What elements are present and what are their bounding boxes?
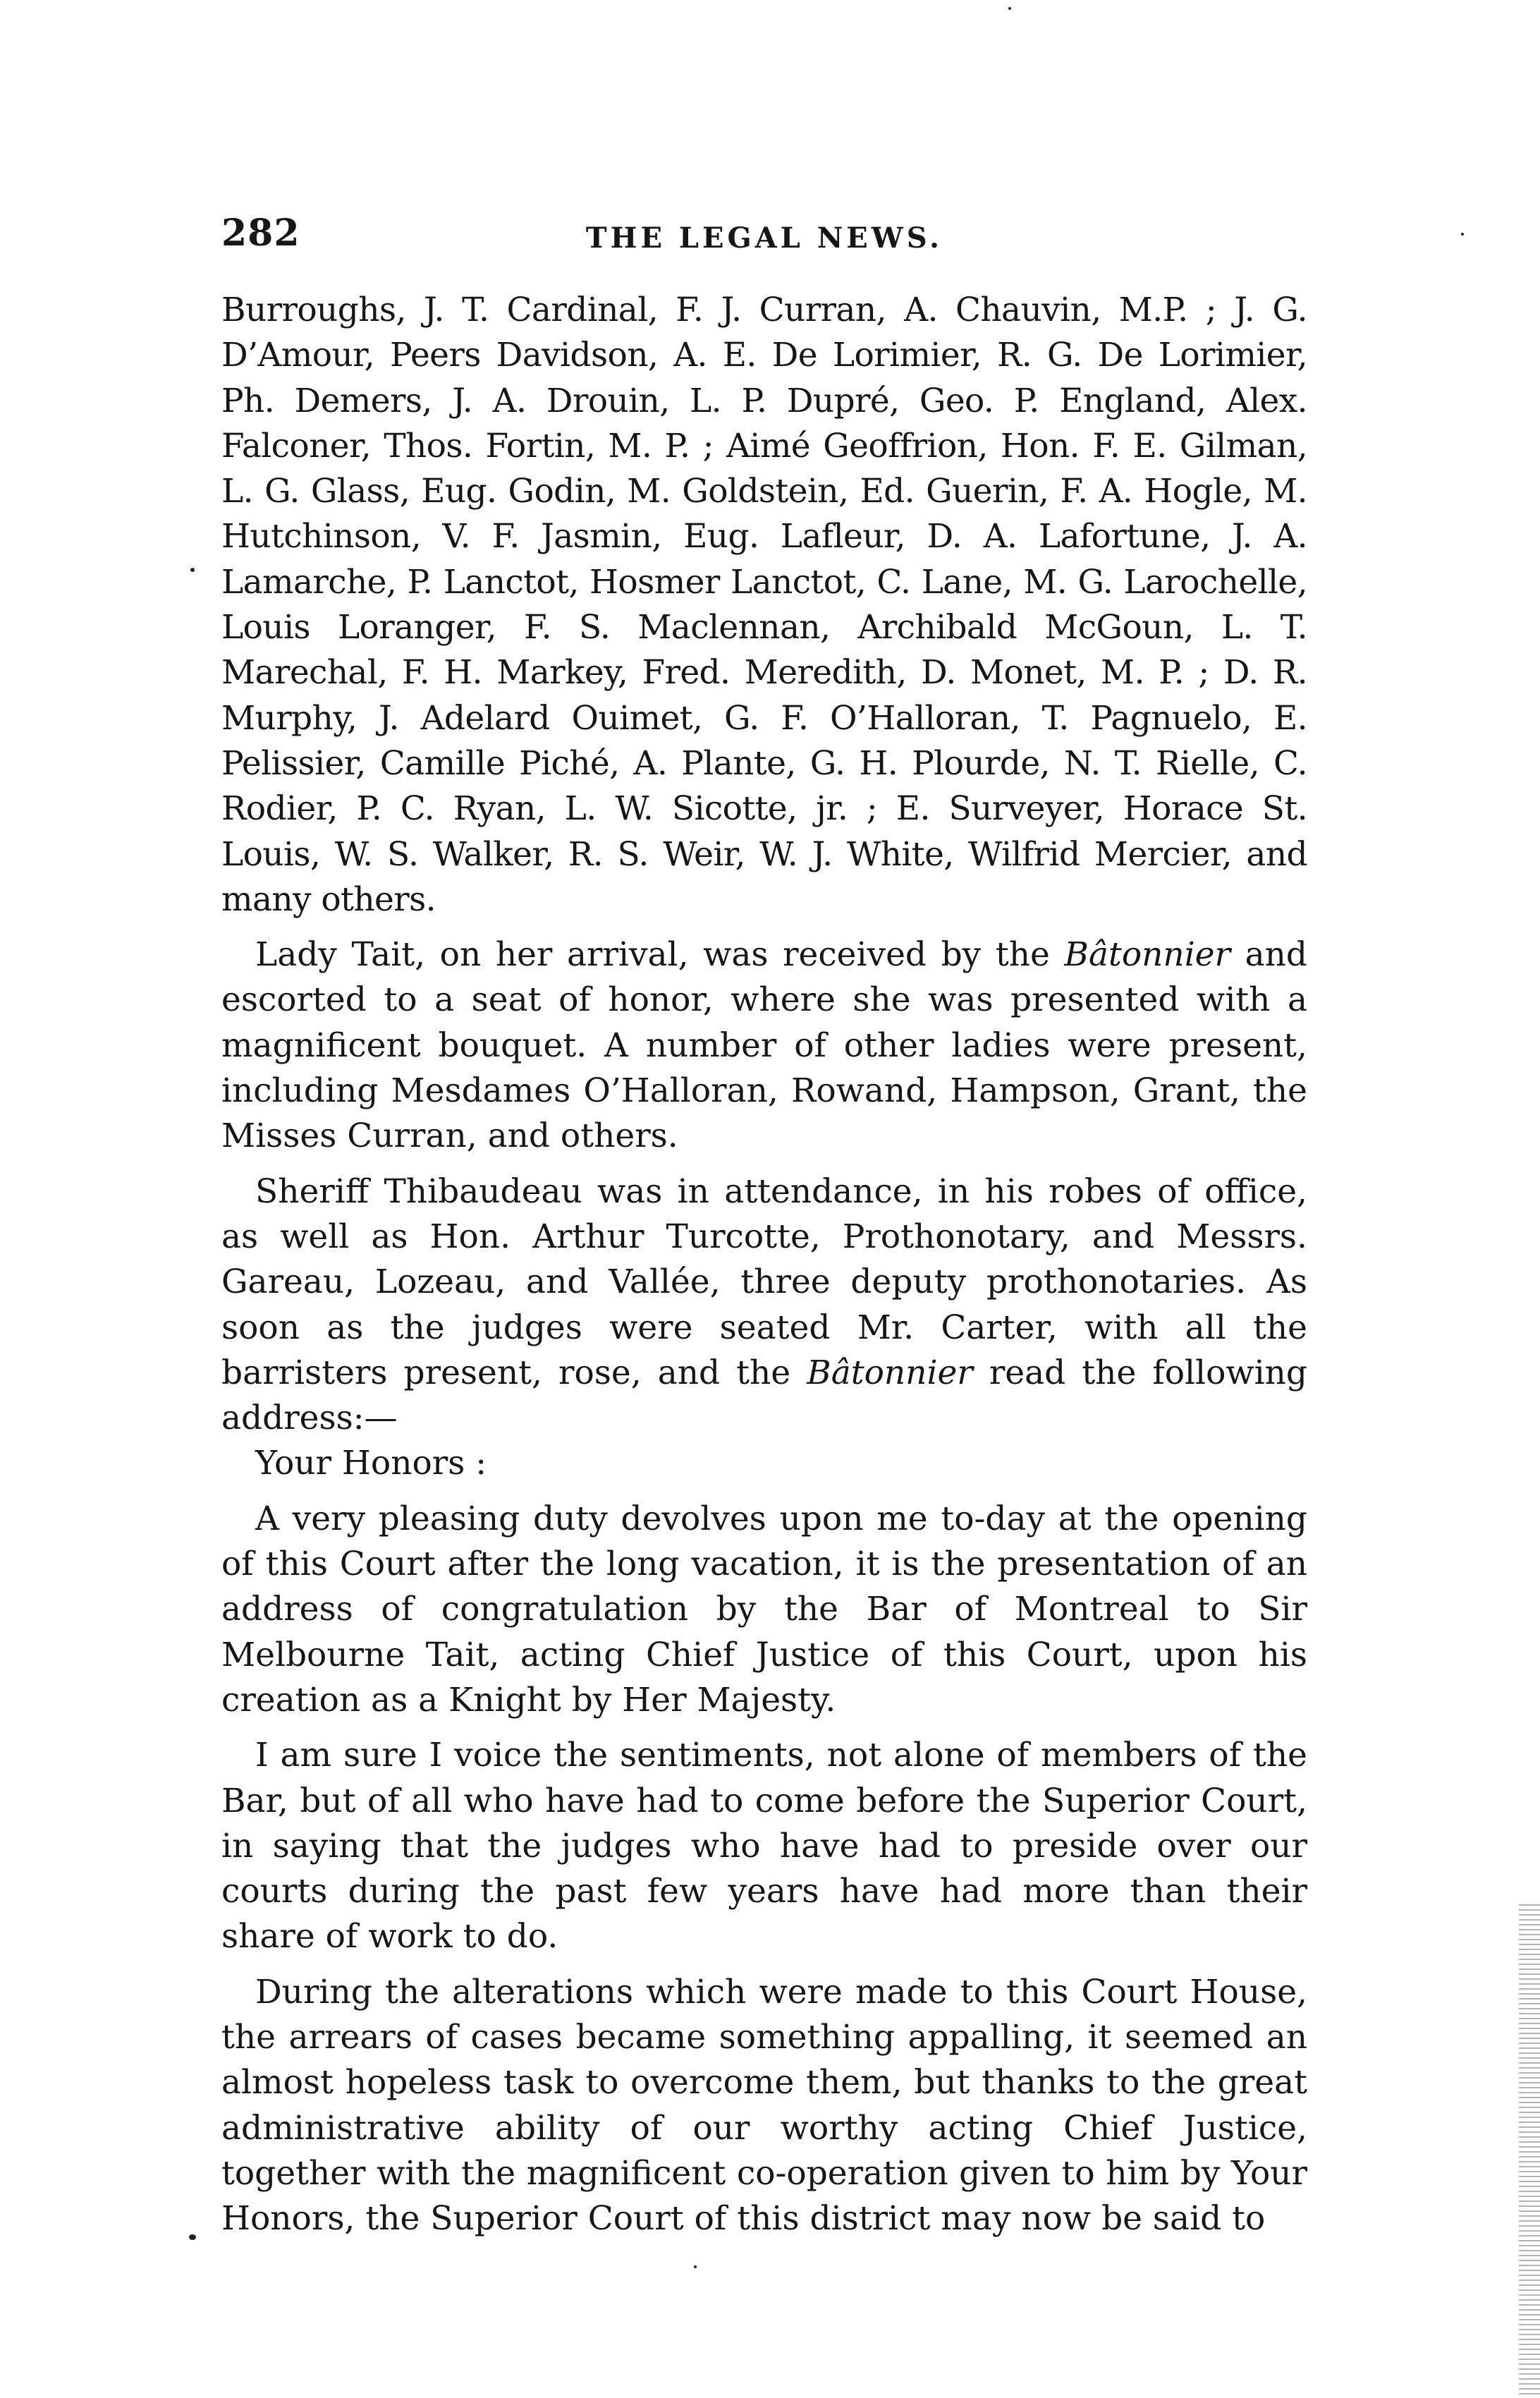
paragraph-address-opening: A very pleasing duty devolves upon me to-day at the opening of this Court after the long vacation, it is the presentation of an address of congratulation by the Bar of Montreal to Sir Melbourne Tait, acting Chief Justice of this Court, upon his creation as a Knight by Her Majesty. <box>221 1499 1307 1720</box>
scan-edge-artifact <box>1519 1904 1540 2398</box>
scan-speck <box>189 2234 196 2240</box>
paragraph-sheriff <box>221 1169 1307 1442</box>
scan-speck <box>190 568 195 572</box>
paragraph-lady-tait-text-1: Lady Tait, on her arrival, was received by the <box>255 935 1065 975</box>
paragraph-sheriff-text-2: read the following address:— <box>221 1353 1307 1438</box>
paragraph-sentiments: I am sure I voice the sentiments, not alone of members of the Bar, but of all who have had to come before the Superior Court, in saying that the judges who have had to preside over our courts during the past few years have had more than their share of work to do. <box>221 1736 1307 1956</box>
running-title: THE LEGAL NEWS. <box>585 221 943 255</box>
paragraph-lady-tait-text-2: and escorted to a seat of honor, where she was presented with a magnificent bouquet. A number of other ladies were present, including Mesdames O’Halloran, Rowand, Hampson, Grant, the Misses Curran, and others. <box>221 935 1307 1156</box>
paragraph-sheriff-text-1: Sheriff Thibaudeau was in attendance, in his robes of office, as well as Hon. Arthur Turcotte, Prothonotary, and Messrs. Gareau, Lozeau, and Vallée, three deputy prothonotaries. As soon as the judges were seated Mr. Carter, with all the barristers present, rose, and the <box>221 1171 1307 1392</box>
page-number: 282 <box>221 212 300 255</box>
scan-speck <box>1461 233 1464 236</box>
paragraph-alterations: During the alterations which were made to this Court House, the arrears of cases became something appalling, it seemed an almost hopeless task to overcome them, but thanks to the great administrative ability of our worthy acting Chief Justice, together with the magnificent co-operation given to him by Your Honors, the Superior Court of this district may now be said to <box>221 1972 1307 2239</box>
batonnier-italic: Bâtonnier <box>1064 935 1231 975</box>
paragraph-lady-tait <box>221 932 1307 1159</box>
salutation: Your Honors : <box>255 1444 487 1483</box>
batonnier-italic: Bâtonnier <box>807 1353 973 1392</box>
paragraph-attendee-list: Burroughs, J. T. Cardinal, F. J. Curran, A. Chauvin, M.P. ; J. G. D’Amour, Peers Davidson, A. E. De Lorimier, R. G. De Lorimier, Ph. Demers, J. A. Drouin, L. P. Dupré, Geo. P. England, Alex. Falconer, Thos. Fortin, M. P. ; Aimé Geoffrion, Hon. F. E. Gilman, L. G. Glass, Eug. Godin, M. Goldstein, Ed. Guerin, F. A. Hogle, M. Hutchinson, V. F. Jasmin, Eug. Lafleur, D. A. Lafortune, J. A. Lamarche, P. Lanctot, Hosmer Lanctot, C. Lane, M. G. Larochelle, Louis Loranger, F. S. Maclennan, Archibald McGoun, L. T. Marechal, F. H. Markey, Fred. Meredith, D. Monet, M. P. ; D. R. Murphy, J. Adelard Ouimet, G. F. O’Halloran, T. Pagnuelo, E. Pelissier, Camille Piché, A. Plante, G. H. Plourde, N. T. Rielle, C. Rodier, P. C. Ryan, L. W. Sicotte, jr. ; E. Surveyer, Horace St. Louis, W. S. Walker, R. S. Weir, W. J. White, Wilfrid Mercier, and many others. <box>221 291 1307 919</box>
scan-speck <box>694 2265 697 2268</box>
scan-speck <box>1008 7 1011 10</box>
page-header <box>221 212 1307 268</box>
article-body <box>221 288 1307 2241</box>
